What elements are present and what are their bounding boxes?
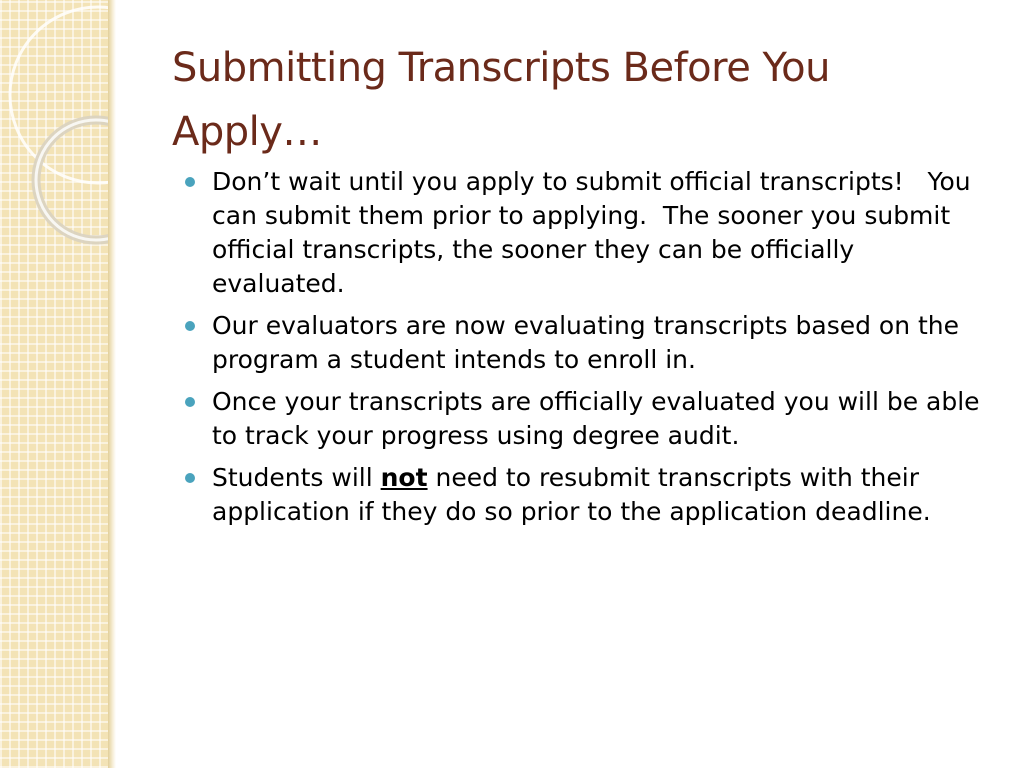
- bullet-text-after: need to resubmit transcripts with their application if they do so prior to the application deadline.: [212, 463, 931, 526]
- bullet-dot-icon: [185, 177, 195, 187]
- bullet-text: Don’t wait until you apply to submit official transcripts! You can submit them prior to applying. The sooner you submit official transcripts, the sooner they can be officially evaluated.: [212, 167, 971, 298]
- slide-title: Submitting Transcripts Before You Apply…: [172, 45, 830, 155]
- bullet-dot-icon: [185, 321, 195, 331]
- bullet-item: [185, 165, 985, 301]
- bullet-dot-icon: [185, 473, 195, 483]
- bullet-emphasis: not: [380, 463, 428, 492]
- bullet-list: [185, 165, 985, 537]
- side-panel-edge: [108, 0, 116, 768]
- bullet-item: [185, 309, 985, 377]
- decorative-rings: [0, 0, 112, 768]
- bullet-item: [185, 461, 985, 529]
- bullet-text: Once your transcripts are officially evaluated you will be able to track your progress using degree audit.: [212, 387, 980, 450]
- decorative-side-panel: [0, 0, 112, 768]
- bullet-text-before: Students will: [212, 463, 381, 492]
- bullet-dot-icon: [185, 397, 195, 407]
- bullet-item: [185, 385, 985, 453]
- bullet-text: Our evaluators are now evaluating transcripts based on the program a student intends to enroll in.: [212, 311, 960, 374]
